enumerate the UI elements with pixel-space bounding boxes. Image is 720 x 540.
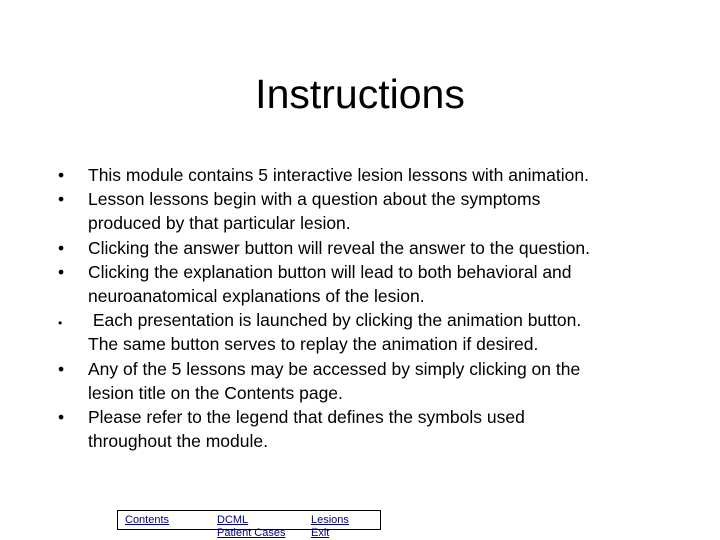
contents-link[interactable]: Contents	[125, 514, 170, 526]
lesions-exit-links[interactable]	[311, 514, 349, 540]
bullet-icon: •	[58, 189, 65, 210]
bullet-text: produced by that particular lesion.	[88, 213, 351, 234]
list-item	[58, 357, 678, 405]
list-item	[58, 308, 678, 356]
bullet-text: Lesson lessons begin with a question about the symptoms	[88, 189, 541, 210]
nav-bar	[117, 510, 381, 539]
bullet-text: neuroanatomical explanations of the lesion.	[88, 286, 425, 307]
dcml-patient-cases-link[interactable]	[217, 514, 285, 540]
bullet-text: lesion title on the Contents page.	[88, 382, 343, 403]
bullet-icon: •	[58, 261, 65, 282]
list-item	[58, 236, 678, 260]
lesions-link[interactable]: Lesions	[311, 514, 349, 526]
instruction-list	[58, 163, 678, 453]
dcml-label[interactable]: DCML	[217, 514, 249, 526]
bullet-text: This module contains 5 interactive lesion lessons with animation.	[88, 165, 589, 185]
bullet-text: throughout the module.	[88, 431, 268, 452]
bullet-icon: •	[58, 237, 65, 258]
bullet-icon: •	[58, 358, 65, 379]
bullet-text: Please refer to the legend that defines the symbols used	[88, 407, 525, 428]
bullet-icon: •	[58, 165, 65, 185]
exit-link[interactable]: Exit	[311, 527, 330, 539]
bullet-icon: •	[58, 316, 63, 331]
bullet-text: Clicking the answer button will reveal the answer to the question.	[88, 237, 590, 258]
bullet-text: Each presentation is launched by clicking the animation button.	[88, 310, 582, 331]
bullet-text: The same button serves to replay the animation if desired.	[88, 334, 539, 355]
list-item	[58, 405, 678, 453]
bullet-icon: •	[58, 407, 65, 428]
list-item	[58, 163, 678, 187]
page-title: Instructions	[255, 71, 465, 117]
patient-cases-label[interactable]: Patient Cases	[217, 527, 286, 539]
bullet-text: Any of the 5 lessons may be accessed by simply clicking on the	[88, 358, 581, 379]
bullet-text: Clicking the explanation button will lead to both behavioral and	[88, 261, 572, 282]
list-item	[58, 260, 678, 308]
list-item	[58, 187, 678, 235]
